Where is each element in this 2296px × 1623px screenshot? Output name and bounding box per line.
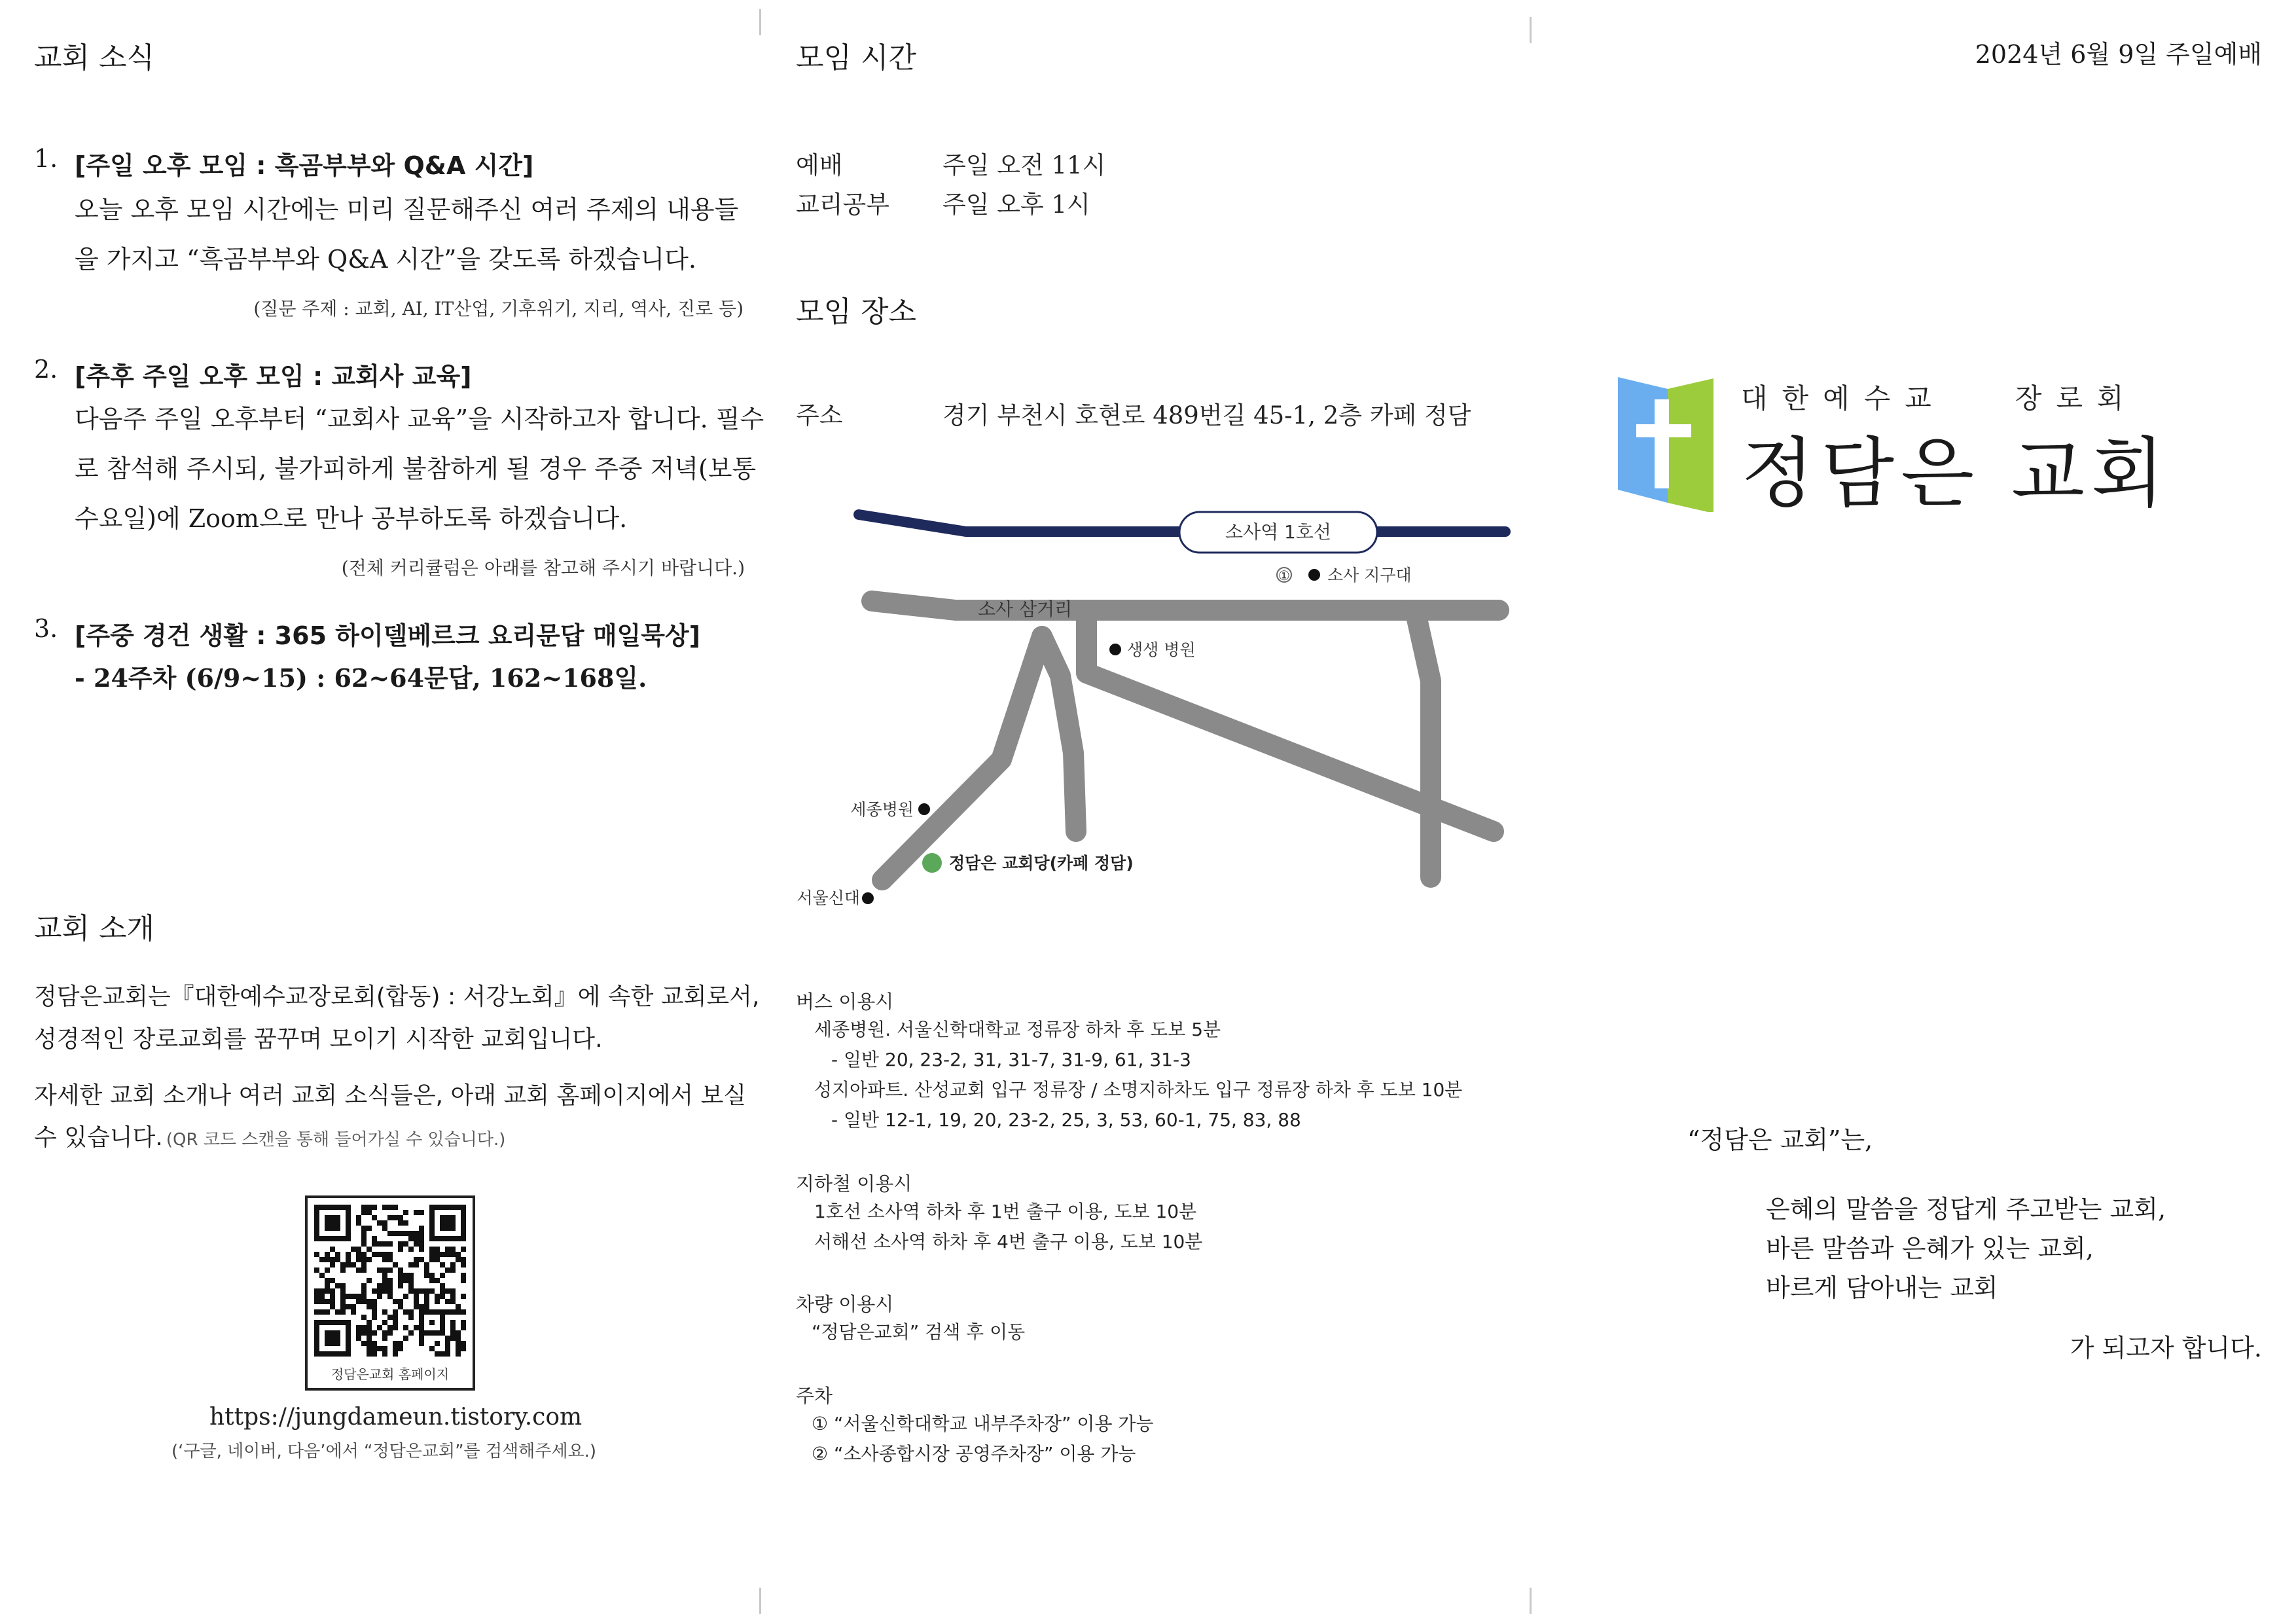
- address-value: 경기 부천시 호현로 489번길 45-1, 2층 카페 정담: [942, 401, 1471, 429]
- news-item-2-head: [추후 주일 오후 모임 : 교회사 교육]: [75, 362, 472, 391]
- seminary-label: 서울신대: [797, 888, 860, 907]
- fold-mark-bottom-right: [1530, 1588, 1532, 1614]
- sejong-dot: [918, 803, 930, 815]
- motto-line-2: 바른 말씀과 은혜가 있는 교회,: [1766, 1234, 2094, 1263]
- motto-line-3: 바르게 담아내는 교회: [1766, 1273, 1998, 1302]
- subway-line-2: 서해선 소사역 하차 후 4번 출구 이용, 도보 10분: [814, 1231, 1203, 1252]
- intro-p2-line-2: 수 있습니다.: [34, 1124, 163, 1151]
- car-line-1: “정담은교회” 검색 후 이동: [812, 1321, 1026, 1343]
- news-item-3-line-1: - 24주차 (6/9~15) : 62~64문답, 162~168일.: [75, 663, 647, 693]
- fold-mark-bottom-left: [759, 1588, 761, 1614]
- motto-end: 가 되고자 합니다.: [2070, 1334, 2262, 1362]
- denomination: 대한예수교 장로회: [1741, 382, 2138, 414]
- sejong-label: 세종병원: [850, 800, 914, 819]
- road-curve-middle: [1042, 636, 1076, 831]
- intro-p2-line-1: 자세한 교회 소개나 여러 교회 소식들은, 아래 교회 홈페이지에서 보실: [34, 1082, 747, 1109]
- seminary-dot: [862, 892, 874, 904]
- subway-line-1: 1호선 소사역 하차 후 1번 출구 이용, 도보 10분: [814, 1201, 1197, 1222]
- qr-caption: 정담은교회 홈페이지: [331, 1366, 450, 1382]
- news-item-2-line-2: 로 참석해 주시되, 불가피하게 불참하게 될 경우 주중 저녁(보통: [75, 454, 757, 483]
- church-name: 정담은 교회: [1741, 429, 2172, 518]
- hospital-label: 생생 병원: [1127, 640, 1196, 659]
- schedule-row-1-value: 주일 오전 11시: [942, 151, 1106, 179]
- news-item-1-line-2: 을 가지고 “흑곰부부와 Q&A 시간”을 갖도록 하겠습니다.: [75, 245, 696, 274]
- church-dot: [922, 853, 942, 873]
- schedule-row-2-value: 주일 오후 1시: [942, 191, 1090, 219]
- crossroad-label: 소사 삼거리: [978, 598, 1073, 620]
- intro-title: 교회 소개: [34, 912, 155, 945]
- location-map: [785, 484, 1538, 917]
- news-title: 교회 소식: [34, 41, 155, 75]
- news-item-3-num: 3.: [34, 614, 58, 643]
- motto-line-1: 은혜의 말씀을 정답게 주고받는 교회,: [1766, 1195, 2166, 1224]
- news-item-3-head: [주중 경건 생활 : 365 하이델베르크 요리문답 매일묵상]: [75, 621, 701, 650]
- intro-p1-line-2: 성경적인 장로교회를 꿈꾸며 모이기 시작한 교회입니다.: [34, 1026, 603, 1053]
- road-vertical-right: [1415, 610, 1431, 877]
- news-item-1-line-1: 오늘 오후 모임 시간에는 미리 질문해주신 여러 주제의 내용들: [75, 195, 739, 224]
- news-item-1-note: (질문 주제 : 교회, AI, IT산업, 기후위기, 지리, 역사, 진로 등): [253, 298, 744, 319]
- car-title: 차량 이용시: [796, 1293, 894, 1315]
- parking-title: 주차: [796, 1385, 833, 1407]
- news-item-2-note: (전체 커리큘럼은 아래를 참고해 주시기 바랍니다.): [341, 557, 745, 579]
- place-title: 모임 장소: [796, 295, 917, 329]
- intro-p2-note: (QR 코드 스캔을 통해 들어가실 수 있습니다.): [166, 1130, 506, 1150]
- intro-p1-line-1: 정담은교회는『대한예수교장로회(합동) : 서강노회』에 속한 교회로서,: [34, 983, 760, 1010]
- schedule-row-2-label: 교리공부: [796, 191, 889, 219]
- bus-line-1: 세종병원. 서울신학대학교 정류장 하차 후 도보 5분: [814, 1019, 1221, 1040]
- station-label: 소사역 1호선: [1225, 521, 1331, 543]
- hospital-dot: [1109, 644, 1121, 655]
- news-item-2-line-1: 다음주 주일 오후부터 “교회사 교육”을 시작하고자 합니다. 필수: [75, 405, 764, 433]
- parking-line-1: ① “서울신학대학교 내부주차장” 이용 가능: [812, 1413, 1154, 1434]
- exit-number: ①: [1278, 568, 1290, 583]
- schedule-row-1-label: 예배: [796, 151, 843, 179]
- parking-line-2: ② “소사종합시장 공영주차장” 이용 가능: [812, 1443, 1136, 1465]
- news-item-1-head: [주일 오후 모임 : 흑곰부부와 Q&A 시간]: [75, 151, 534, 180]
- bus-title: 버스 이용시: [796, 991, 894, 1013]
- news-item-2-num: 2.: [34, 355, 58, 384]
- news-item-2-line-3: 수요일)에 Zoom으로 만나 공부하도록 하겠습니다.: [75, 504, 628, 533]
- search-note: (‘구글, 네이버, 다음’에서 “정담은교회”를 검색해주세요.): [171, 1442, 597, 1461]
- fold-mark-top-left: [759, 9, 761, 35]
- police-label: 소사 지구대: [1327, 566, 1412, 585]
- cross-logo-icon: [1615, 374, 1720, 512]
- news-item-1-num: 1.: [34, 144, 58, 173]
- qr-code-pattern: [314, 1205, 466, 1357]
- church-logo: [1615, 374, 1720, 512]
- schedule-title: 모임 시간: [796, 41, 917, 75]
- bus-line-2: - 일반 20, 23-2, 31, 31-7, 31-9, 61, 31-3: [831, 1049, 1191, 1070]
- homepage-url[interactable]: https://jungdameun.tistory.com: [209, 1404, 583, 1431]
- bus-line-4: - 일반 12-1, 19, 20, 23-2, 25, 3, 53, 60-1, 75, 83, 88: [831, 1109, 1301, 1131]
- motto-intro: “정담은 교회”는,: [1687, 1125, 1873, 1154]
- police-dot: [1308, 569, 1320, 581]
- qr-code[interactable]: [305, 1195, 475, 1391]
- church-label: 정담은 교회당(카페 정담): [949, 854, 1134, 873]
- service-date: 2024년 6월 9일 주일예배: [1975, 40, 2262, 69]
- subway-title: 지하철 이용시: [796, 1173, 912, 1195]
- bus-line-3: 성지아파트. 산성교회 입구 정류장 / 소명지하차도 입구 정류장 하차 후 도보 10분: [814, 1079, 1463, 1101]
- intro-p2-line-2-wrap: [34, 1113, 505, 1167]
- road-diagonal-left: [882, 636, 1042, 880]
- address-label: 주소: [796, 401, 843, 429]
- fold-mark-top-right: [1530, 17, 1532, 43]
